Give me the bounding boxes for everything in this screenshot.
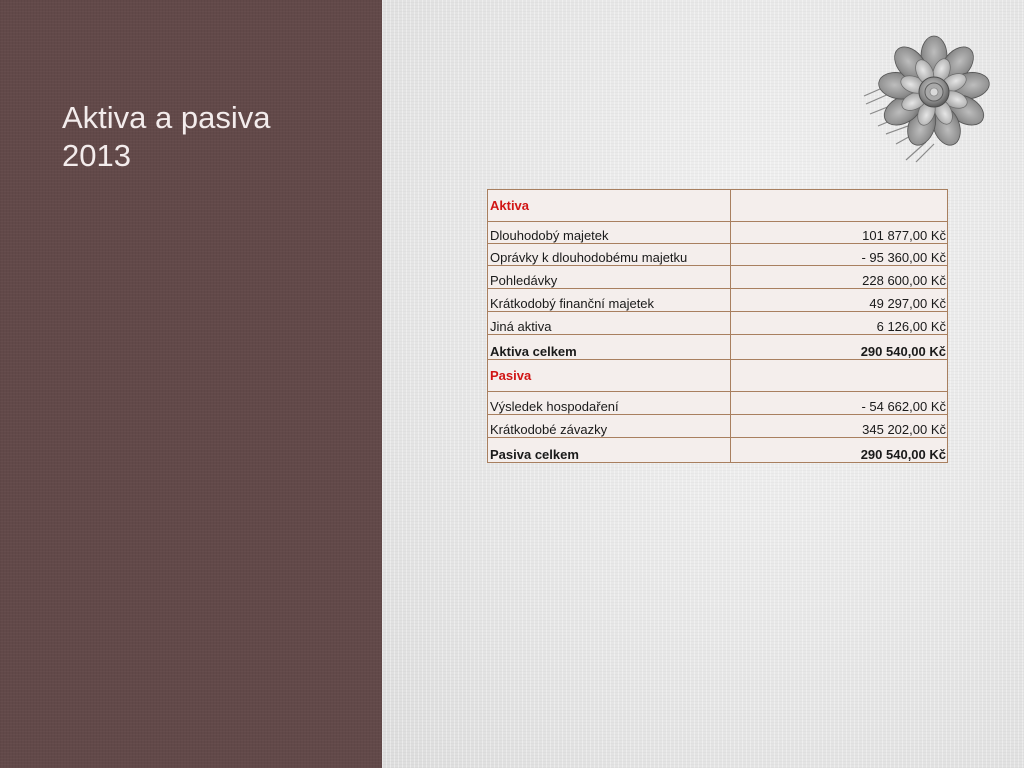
- row-value: 228 600,00 Kč: [731, 266, 948, 289]
- row-label: Oprávky k dlouhodobému majetku: [488, 244, 731, 266]
- row-value: 49 297,00 Kč: [731, 289, 948, 312]
- slide-title: [62, 99, 362, 175]
- total-label: Aktiva celkem: [488, 335, 731, 360]
- balance-table: [487, 189, 948, 463]
- table-row: [488, 312, 948, 335]
- total-label: Pasiva celkem: [488, 438, 731, 463]
- table-row: [488, 222, 948, 244]
- row-value: 345 202,00 Kč: [731, 415, 948, 438]
- row-label: Jiná aktiva: [488, 312, 731, 335]
- slide-title-line2: 2013: [62, 137, 131, 173]
- total-value: 290 540,00 Kč: [731, 438, 948, 463]
- row-label: Dlouhodobý majetek: [488, 222, 731, 244]
- table-total-row-aktiva: [488, 335, 948, 360]
- row-value: - 54 662,00 Kč: [731, 392, 948, 415]
- section-heading-value-empty: [731, 360, 948, 392]
- row-value: 101 877,00 Kč: [731, 222, 948, 244]
- table-row: [488, 244, 948, 266]
- section-heading-pasiva: Pasiva: [488, 360, 731, 392]
- table-total-row-pasiva: [488, 438, 948, 463]
- table-section-row-aktiva: [488, 190, 948, 222]
- row-label: Krátkodobé závazky: [488, 415, 731, 438]
- row-label: Krátkodobý finanční majetek: [488, 289, 731, 312]
- left-panel: [0, 0, 382, 768]
- section-heading-value-empty: [731, 190, 948, 222]
- table-row: [488, 415, 948, 438]
- table-row: [488, 266, 948, 289]
- row-label: Pohledávky: [488, 266, 731, 289]
- row-value: 6 126,00 Kč: [731, 312, 948, 335]
- row-label: Výsledek hospodaření: [488, 392, 731, 415]
- table-row: [488, 392, 948, 415]
- total-value: 290 540,00 Kč: [731, 335, 948, 360]
- table-row: [488, 289, 948, 312]
- flower-ornament-icon: [856, 34, 996, 166]
- section-heading-aktiva: Aktiva: [488, 190, 731, 222]
- slide-title-line1: Aktiva a pasiva: [62, 99, 271, 135]
- row-value: - 95 360,00 Kč: [731, 244, 948, 266]
- table-section-row-pasiva: [488, 360, 948, 392]
